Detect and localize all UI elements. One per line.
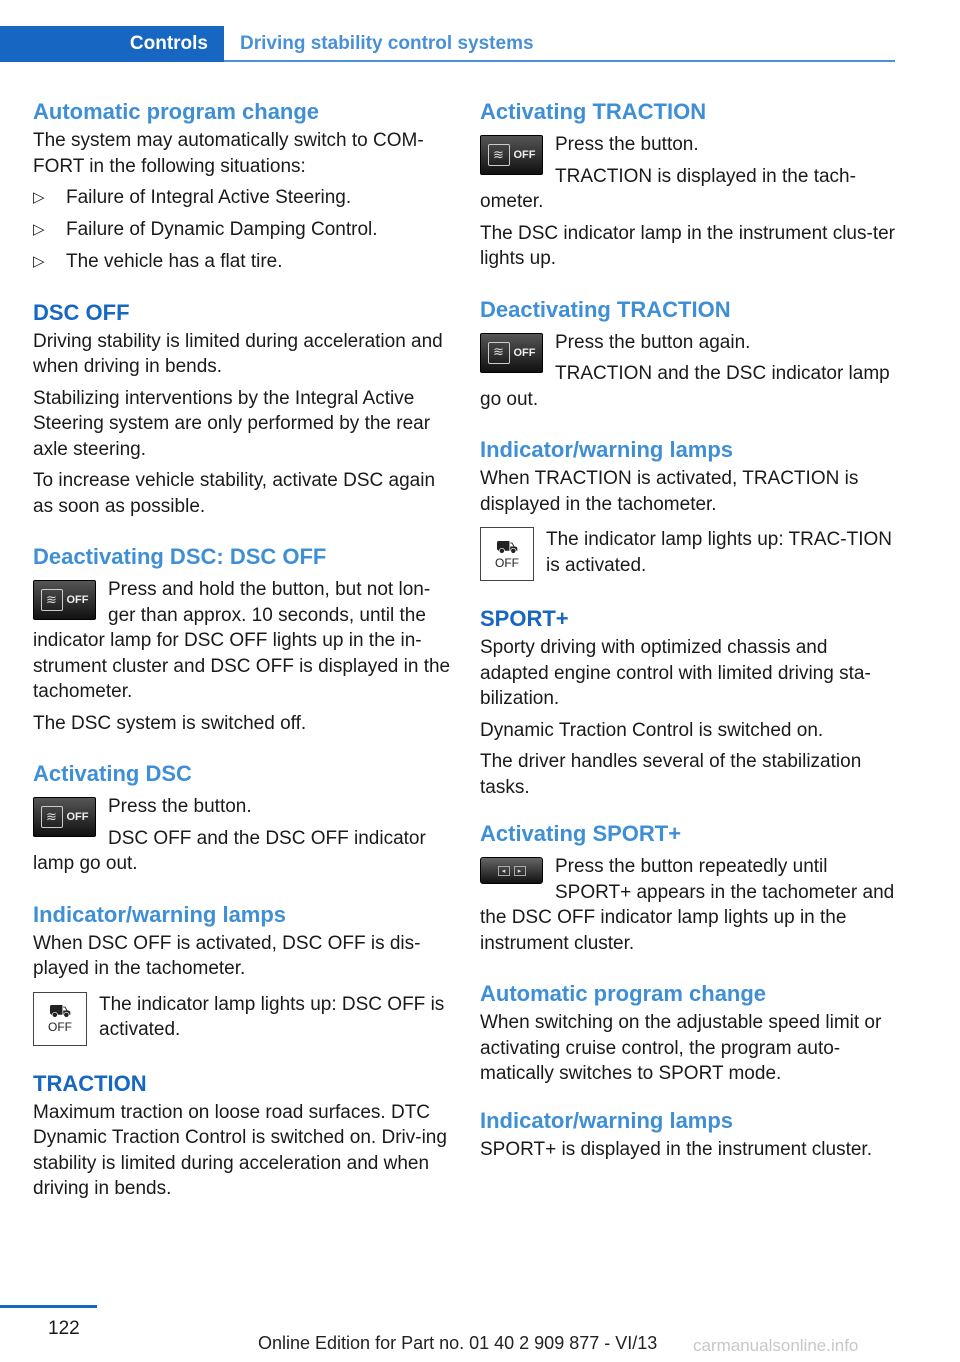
car-skid-icon: ⛟: [495, 536, 519, 558]
heading-deactivating-traction: Deactivating TRACTION: [480, 296, 731, 322]
off-label: OFF: [513, 346, 536, 359]
heading-deactivating-dsc: Deactivating DSC: DSC OFF: [33, 544, 327, 569]
paragraph: To increase vehicle stability, activate DSC again as soon as possible.: [33, 470, 436, 517]
section-activating-sport-plus: [480, 820, 898, 956]
dsc-off-button-icon: [480, 333, 543, 373]
lanes-icon: ≋: [488, 342, 510, 364]
heading-traction: TRACTION: [33, 1070, 147, 1096]
off-label: OFF: [66, 594, 89, 606]
icon-block: [480, 330, 898, 413]
list-item: ▷ Failure of Integral Active Steering.: [33, 185, 451, 211]
dsc-off-button-icon: [33, 797, 96, 837]
icon-block: [480, 132, 898, 215]
chapter-title: Driving stability control systems: [240, 33, 534, 54]
paragraph: Dynamic Traction Control is switched on.: [480, 719, 824, 741]
edition-note: Online Edition for Part no. 01 40 2 909 877 - VI/13: [258, 1333, 658, 1353]
paragraph: SPORT+ is displayed in the instrument cluster.: [480, 1138, 872, 1160]
section-indicator-lamps-left: [33, 901, 451, 1046]
dsc-off-button-icon: [33, 580, 96, 620]
heading-activating-sport-plus: Activating SPORT+: [480, 821, 682, 846]
paragraph: The DSC system is switched off.: [33, 712, 307, 734]
paragraph: When TRACTION is activated, TRACTION is displayed in the tachometer.: [480, 468, 859, 515]
paragraph: Press the button repeatedly until SPORT+ appears in the tachometer and the DSC OFF indicator lamp lights up in the instrument cluster.: [480, 856, 895, 954]
lanes-icon: ≋: [41, 806, 63, 828]
paragraph: Press the button.: [555, 134, 699, 155]
bullet-list: [33, 185, 451, 275]
section-indicator-lamps-sport: [480, 1107, 898, 1163]
paragraph: When DSC OFF is activated, DSC OFF is dis‐played in the tachometer.: [33, 932, 421, 979]
left-column: [33, 98, 451, 1202]
paragraph: TRACTION is displayed in the tach‐ometer.: [480, 165, 856, 212]
heading-dsc-off: DSC OFF: [33, 299, 130, 325]
dsc-off-lamp-icon: [33, 992, 87, 1046]
heading-indicator-lamps: Indicator/warning lamps: [480, 1107, 734, 1133]
paragraph: The driver handles several of the stabilization tasks.: [480, 751, 862, 798]
arrow-right-icon: ▸: [514, 866, 526, 876]
heading-automatic-program-change: Automatic program change: [480, 981, 767, 1006]
paragraph: When switching on the adjustable speed limit or activating cruise control, the program auto‐matically switches to SPORT mode.: [480, 1012, 882, 1084]
page-header: [0, 26, 895, 62]
arrow-left-icon: ◂: [498, 866, 510, 876]
section-indicator-lamps-right: [480, 436, 898, 581]
section-activating-dsc: [33, 760, 451, 877]
right-column: [480, 98, 898, 1162]
paragraph: Driving stability is limited during acceleration and when driving in bends.: [33, 330, 443, 377]
heading-sport-plus: SPORT+: [480, 606, 569, 631]
heading-indicator-lamps: Indicator/warning lamps: [33, 901, 287, 927]
section-deactivating-traction: [480, 296, 898, 413]
watermark: carmanualsonline.info: [693, 1336, 859, 1355]
icon-block: [33, 794, 451, 877]
paragraph: TRACTION and the DSC indicator lamp go out.: [480, 363, 890, 410]
heading-automatic-program-change: Automatic program change: [33, 99, 320, 124]
paragraph: The indicator lamp lights up: TRAC‐TION is activated.: [546, 529, 892, 576]
heading-activating-traction: Activating TRACTION: [480, 99, 707, 124]
list-item: ▷ The vehicle has a flat tire.: [33, 249, 451, 275]
dsc-off-button-icon: [480, 135, 543, 175]
paragraph: Maximum traction on loose road surfaces. DTC Dynamic Traction Control is switched on. Driv‐ing stability is limited during acceleration and when driving in bends.: [33, 1101, 447, 1199]
paragraph: The system may automatically switch to COM‐FORT in the following situations:: [33, 130, 424, 177]
paragraph: Press the button.: [108, 796, 252, 817]
paragraph: Press the button again.: [555, 331, 751, 353]
paragraph: The DSC indicator lamp in the instrument clus‐ter lights up.: [480, 222, 895, 269]
section-tab-controls[interactable]: Controls: [0, 26, 224, 62]
icon-block: [33, 992, 451, 1046]
header-rule: [224, 60, 895, 62]
paragraph: DSC OFF and the DSC OFF indicator lamp go out.: [33, 827, 426, 874]
lanes-icon: ≋: [488, 144, 510, 166]
list-item: ▷ Failure of Dynamic Damping Control.: [33, 217, 451, 243]
icon-block: [480, 527, 898, 581]
icon-block: [33, 577, 451, 705]
section-deactivating-dsc: [33, 543, 451, 736]
icon-block: [480, 854, 898, 956]
rocker-switch-icon: [480, 857, 543, 884]
page-number: 122: [48, 1318, 80, 1339]
paragraph: Sporty driving with optimized chassis and adapted engine control with limited driving sta‐bilization.: [480, 637, 871, 709]
dsc-lamp-icon: [480, 527, 534, 581]
footer-rule: [0, 1305, 97, 1308]
section-traction: [33, 1070, 451, 1202]
section-dsc-off: [33, 299, 451, 520]
heading-indicator-lamps: Indicator/warning lamps: [480, 437, 734, 462]
heading-activating-dsc: Activating DSC: [33, 761, 192, 786]
off-label: OFF: [495, 555, 519, 570]
section-automatic-program-change-right: [480, 980, 898, 1087]
paragraph: Stabilizing interventions by the Integral Active Steering system are only performed by the rear axle steering.: [33, 387, 431, 460]
paragraph: The indicator lamp lights up: DSC OFF is activated.: [99, 993, 445, 1040]
off-label: OFF: [48, 1020, 72, 1034]
section-sport-plus: [480, 605, 898, 800]
lanes-icon: ≋: [41, 589, 63, 611]
off-label: OFF: [66, 811, 89, 823]
paragraph: Press and hold the button, but not lon‐ger than approx. 10 seconds, until the indicator lamp for DSC OFF lights up in the in‐strument cluster and DSC OFF is displayed in the tachometer.: [33, 579, 451, 702]
off-label: OFF: [513, 149, 536, 161]
car-skid-icon: ⛟: [48, 1001, 72, 1022]
